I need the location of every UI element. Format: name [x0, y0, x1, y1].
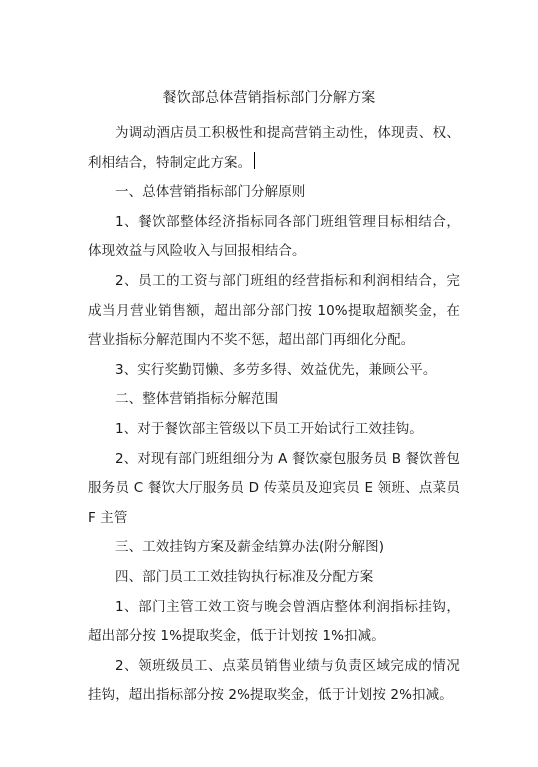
document-body[interactable]	[88, 119, 460, 711]
section-heading-2: 二、整体营销指标分解范围	[115, 391, 279, 408]
paragraph-intro-text: 为调动酒店员工积极性和提高营销主动性，体现责、权、利相结合，特制定此方案。	[88, 125, 460, 171]
paragraph-4-2: 2、领班级员工、点菜员销售业绩与负责区域完成的情况挂钩，超出指标部分按 2%提取奖金，低于计划按 2%扣减。	[88, 657, 460, 704]
paragraph-1-1: 1、餐饮部整体经济指标同各部门班组管理目标相结合，体现效益与风险收入与回报相结合。	[88, 213, 460, 260]
section-heading-3: 三、工效挂钩方案及薪金结算办法(附分解图)	[115, 539, 385, 556]
section-heading-4: 四、部门员工工效挂钩执行标准及分配方案	[115, 568, 374, 585]
paragraph-1-2: 2、员工的工资与部门班组的经营指标和利润相结合，完成当月营业销售额，超出部分部门按 10%提取超额奖金，在营业指标分解范围内不奖不惩，超出部门再细化分配。	[88, 272, 460, 349]
paragraph-1-3: 3、实行奖勤罚懒、多劳多得、效益优先，兼顾公平。	[115, 361, 437, 378]
section-heading-1: 一、总体营销指标部门分解原则	[115, 184, 306, 201]
document-title: 餐饮部总体营销指标部门分解方案	[162, 90, 376, 106]
paragraph-4-1: 1、部门主管工效工资与晚会曾酒店整体利润指标挂钩，超出部分按 1%提取奖金，低于计划按 1%扣减。	[88, 598, 460, 645]
paragraph-2-1: 1、对于餐饮部主管级以下员工开始试行工效挂钩。	[115, 420, 423, 437]
paragraph-intro	[88, 119, 460, 178]
paragraph-2-2: 2、对现有部门班组细分为 A 餐饮豪包服务员 B 餐饮普包服务员 C 餐饮大厅服务员 D 传菜员及迎宾员 E 领班、点菜员 F 主管	[88, 450, 460, 526]
text-cursor	[254, 152, 255, 169]
